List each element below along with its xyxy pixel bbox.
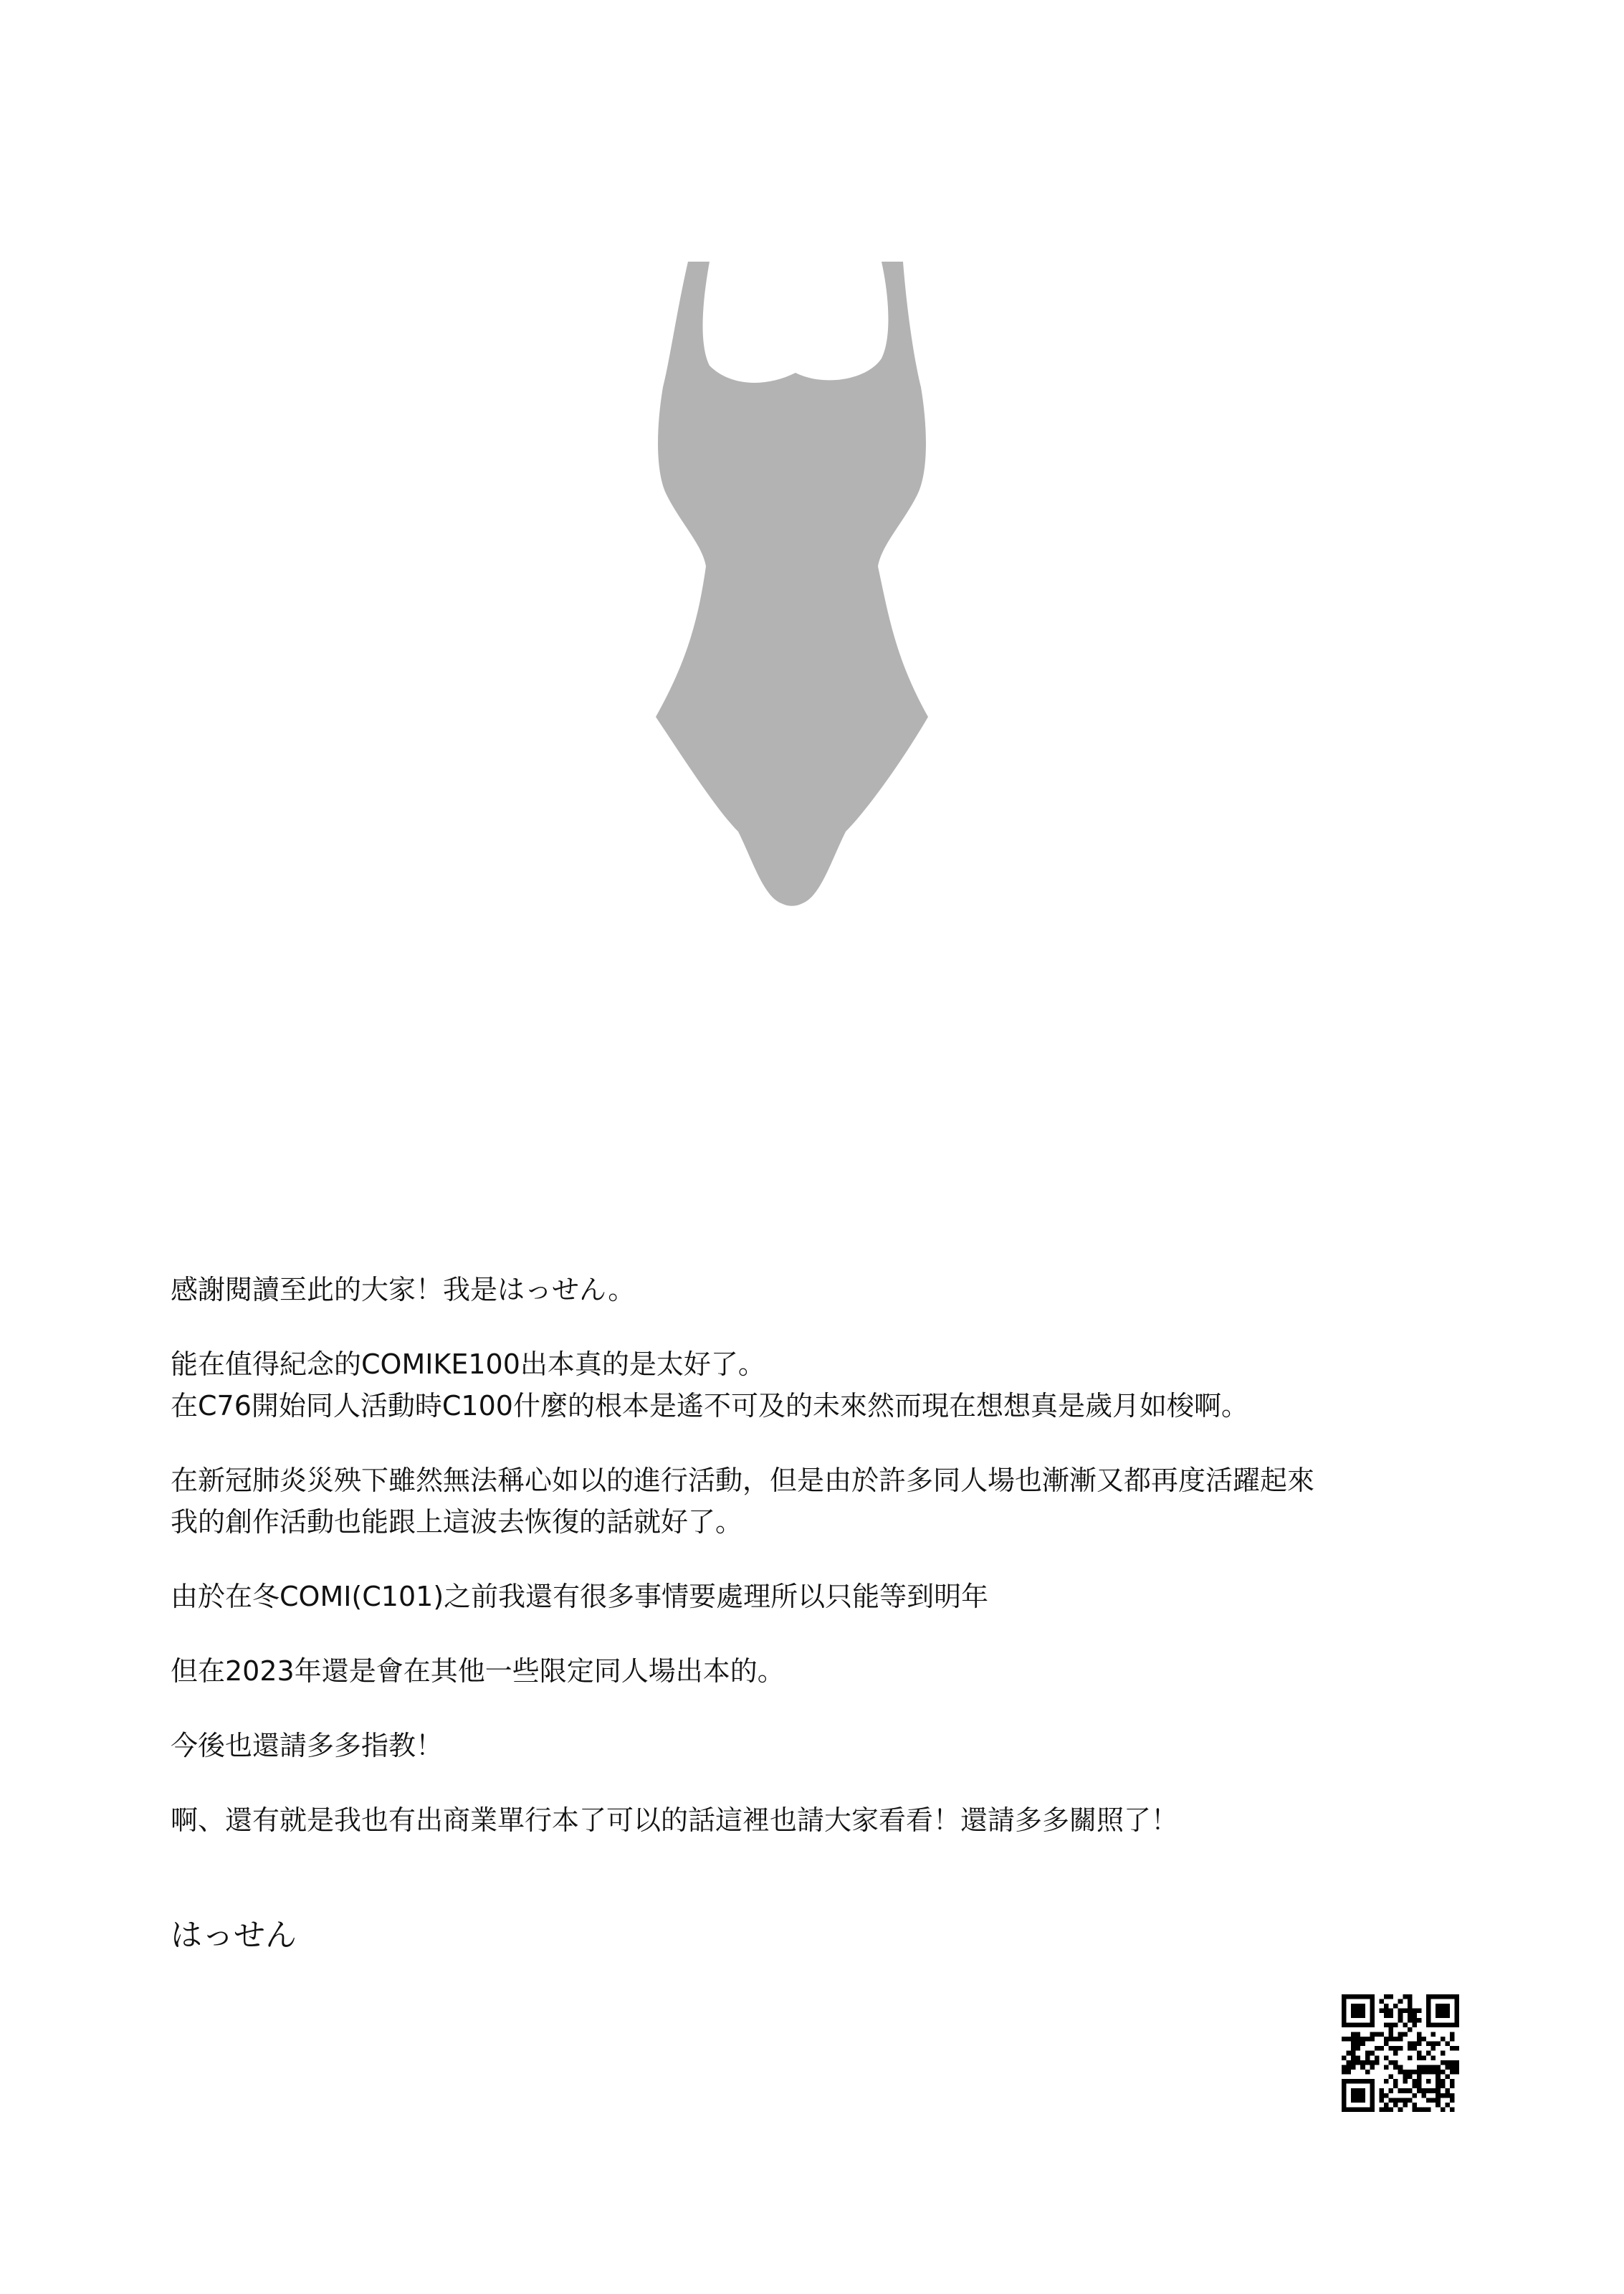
afterword-text	[171, 1269, 1518, 1874]
paragraph-winter-comi	[171, 1576, 1518, 1617]
paragraph-greeting	[171, 1269, 1518, 1310]
text-line: 在C76開始同人活動時C100什麼的根本是遙不可及的未來然而現在想想真是歲月如梭啊。	[171, 1390, 1248, 1422]
qr-code-icon	[1342, 1994, 1459, 2112]
paragraph-comike100	[171, 1343, 1518, 1427]
text-line: 感謝閱讀至此的大家！我是はっせん。	[171, 1274, 636, 1305]
text-line: 由於在冬COMI(C101)之前我還有很多事情要處理所以只能等到明年	[171, 1581, 989, 1612]
text-line: 在新冠肺炎災殃下雖然無法稱心如以的進行活動，但是由於許多同人場也漸漸又都再度活躍起來	[171, 1465, 1315, 1496]
text-line: 今後也還請多多指教！	[171, 1730, 444, 1761]
swimsuit-illustration	[645, 258, 960, 932]
paragraph-commercial-book	[171, 1799, 1518, 1841]
author-signature: はっせん	[171, 1917, 297, 1953]
text-line: 啊、還有就是我也有出商業單行本了可以的話這裡也請大家看看！還請多多關照了！	[171, 1804, 1179, 1836]
paragraph-regards	[171, 1725, 1518, 1766]
swimsuit-icon	[656, 262, 928, 906]
text-line: 能在值得紀念的COMIKE100出本真的是太好了。	[171, 1348, 765, 1380]
text-line: 但在2023年還是會在其他一些限定同人場出本的。	[171, 1655, 785, 1687]
paragraph-2023	[171, 1650, 1518, 1692]
text-line: 我的創作活動也能跟上這波去恢復的話就好了。	[171, 1506, 743, 1538]
paragraph-activities	[171, 1460, 1518, 1543]
